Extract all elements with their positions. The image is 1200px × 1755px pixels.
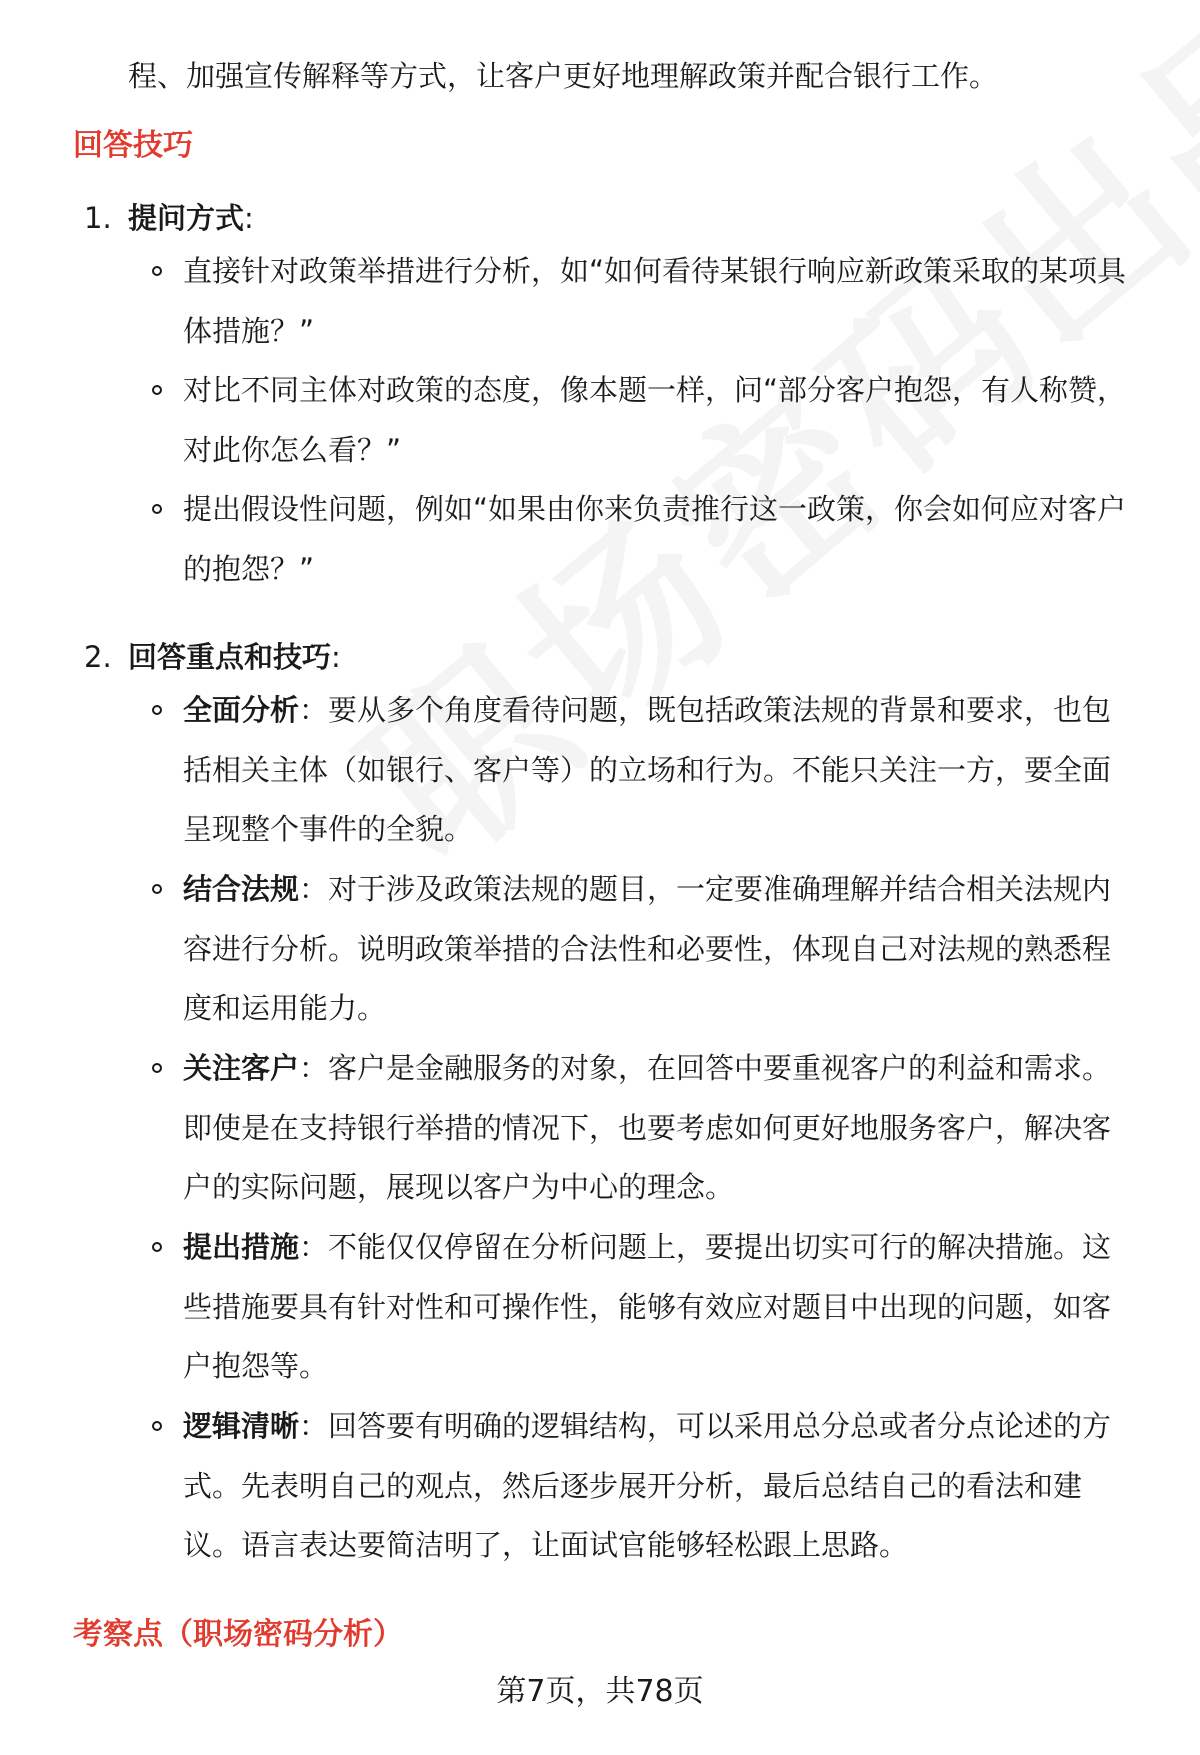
list-item	[183, 681, 1138, 860]
list-item-separator: ：	[299, 1409, 329, 1443]
list-item-text: 要从多个角度看待问题，既包括政策法规的背景和要求，也包括相关主体（如银行、客户等）的立场和行为。不能只关注一方，要全面呈现整个事件的全貌。	[183, 693, 1112, 846]
section-heading-answer-skills: 回答技巧	[73, 128, 193, 163]
list-item	[183, 480, 1138, 599]
hollow-bullet-icon	[152, 705, 162, 715]
list-item	[183, 1218, 1138, 1397]
numbered-item-question-styles	[84, 198, 254, 238]
list-item	[183, 242, 1138, 361]
list-item-separator: ：	[299, 693, 329, 727]
hollow-bullet-icon	[152, 385, 162, 395]
numbered-item-answer-focus	[84, 637, 341, 677]
hollow-bullet-icon	[152, 884, 162, 894]
list-item-label: 结合法规	[183, 872, 300, 906]
item-label: 提问方式	[128, 201, 245, 235]
list-item-separator: ：	[299, 872, 329, 906]
item-number: 2.	[84, 640, 112, 674]
list-item-text: 回答要有明确的逻辑结构，可以采用总分总或者分点论述的方式。先表明自己的观点，然后逐步展开分析，最后总结自己的看法和建议。语言表达要简洁明了，让面试官能够轻松跟上思路。	[183, 1409, 1112, 1562]
item-suffix: :	[244, 201, 254, 235]
hollow-bullet-icon	[152, 504, 162, 514]
list-item-text: 直接针对政策举措进行分析，如“如何看待某银行响应新政策采取的某项具体措施？”	[183, 254, 1127, 348]
list-item	[183, 1397, 1138, 1576]
intro-continuation: 程、加强宣传解释等方式，让客户更好地理解政策并配合银行工作。	[128, 59, 999, 93]
page-number-footer: 第7页，共78页	[496, 1674, 704, 1709]
list-item-text: 提出假设性问题，例如“如果由你来负责推行这一政策，你会如何应对客户的抱怨？”	[183, 492, 1127, 586]
list-item-text: 对于涉及政策法规的题目，一定要准确理解并结合相关法规内容进行分析。说明政策举措的合法性和必要性，体现自己对法规的熟悉程度和运用能力。	[183, 872, 1112, 1025]
list-item-separator: ：	[299, 1230, 329, 1264]
list-item	[183, 361, 1138, 480]
item-label: 回答重点和技巧	[128, 640, 332, 674]
hollow-bullet-icon	[152, 1063, 162, 1073]
list-item-text: 客户是金融服务的对象，在回答中要重视客户的利益和需求。即使是在支持银行举措的情况下，也要考虑如何更好地服务客户，解决客户的实际问题，展现以客户为中心的理念。	[183, 1051, 1112, 1204]
list-item-label: 关注客户	[183, 1051, 300, 1085]
item-suffix: :	[331, 640, 341, 674]
hollow-bullet-icon	[152, 1242, 162, 1252]
item-number: 1.	[84, 201, 112, 235]
list-item	[183, 1039, 1138, 1218]
list-item-label: 提出措施	[183, 1230, 300, 1264]
section-heading-assessment: 考察点（职场密码分析）	[73, 1617, 403, 1652]
hollow-bullet-icon	[152, 266, 162, 276]
list-item-separator: ：	[299, 1051, 329, 1085]
list-item-text: 对比不同主体对政策的态度，像本题一样，问“部分客户抱怨，有人称赞，对此你怎么看？”	[183, 373, 1127, 467]
list-item-text: 不能仅仅停留在分析问题上，要提出切实可行的解决措施。这些措施要具有针对性和可操作性，能够有效应对题目中出现的问题，如客户抱怨等。	[183, 1230, 1112, 1383]
list-item-label: 逻辑清晰	[183, 1409, 300, 1443]
list-item	[183, 860, 1138, 1039]
list-item-label: 全面分析	[183, 693, 300, 727]
hollow-bullet-icon	[152, 1421, 162, 1431]
